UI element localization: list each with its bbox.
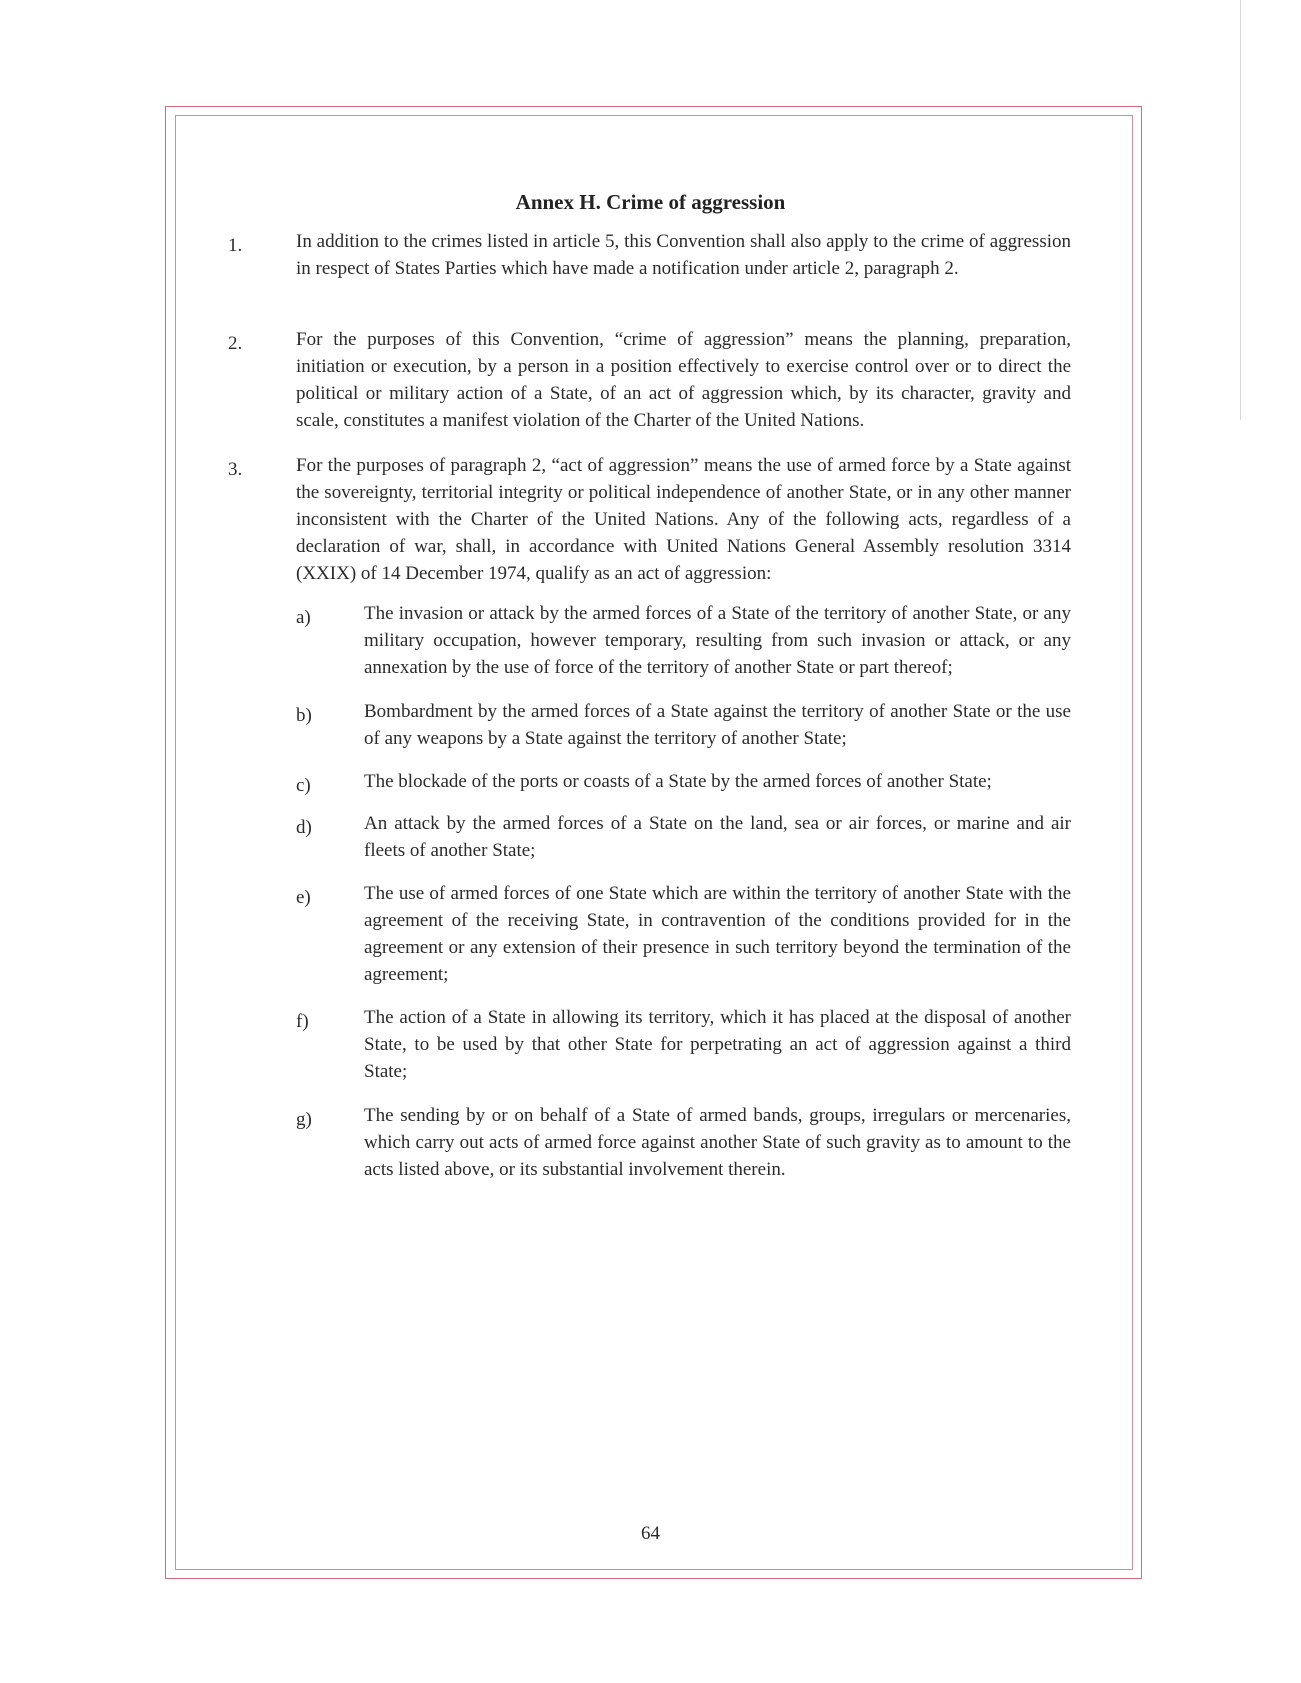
annex-title: Annex H. Crime of aggression	[515, 190, 786, 214]
paragraph-2-number: 2.	[228, 333, 243, 354]
sub-item-b-text: Bombardment by the armed forces of a State against the territory of another State or the use of any weapons by a State against the territory of another State;	[364, 701, 1071, 749]
paragraph-3-number: 3.	[228, 459, 243, 480]
sub-item-f-letter: f)	[296, 1011, 309, 1032]
paragraph-1-text: In addition to the crimes listed in article 5, this Convention shall also apply to the crime of aggression in respect of States Parties which have made a notification under article 2, paragraph 2.	[296, 231, 1071, 279]
sub-item-g-letter: g)	[296, 1109, 312, 1130]
sub-item-f-text: The action of a State in allowing its territory, which it has placed at the disposal of another State, to be used by that other State for perpetrating an act of aggression against a third State;	[364, 1007, 1071, 1082]
sub-item-c-letter: c)	[296, 775, 311, 796]
sub-item-c-text: The blockade of the ports or coasts of a State by the armed forces of another State;	[364, 771, 992, 792]
sub-item-g-text: The sending by or on behalf of a State of armed bands, groups, irregulars or mercenaries, which carry out acts of armed force against another State of such gravity as to amount to the acts listed above, or its substantial involvement therein.	[364, 1105, 1071, 1180]
sub-item-d-letter: d)	[296, 817, 312, 838]
sub-item-a-letter: a)	[296, 607, 311, 628]
paragraph-3-text: For the purposes of paragraph 2, “act of aggression” means the use of armed force by a State against the sovereignty, territorial integrity or political independence of another State, or in any other manner inconsistent with the Charter of the United Nations. Any of the following acts, regardless of a declaration of war, shall, in accordance with United Nations General Assembly resolution 3314 (XXIX) of 14 December 1974, qualify as an act of aggression:	[296, 455, 1071, 584]
sub-item-a-text: The invasion or attack by the armed forces of a State of the territory of another State, or any military occupation, however temporary, resulting from such invasion or attack, or any annexation by the use of force of the territory of another State or part thereof;	[364, 603, 1071, 678]
sub-item-d-text: An attack by the armed forces of a State on the land, sea or air forces, or marine and air fleets of another State;	[364, 813, 1071, 861]
paragraph-1-number: 1.	[228, 235, 243, 256]
sub-item-e-letter: e)	[296, 887, 311, 908]
sub-item-b-letter: b)	[296, 705, 312, 726]
sub-item-e-text: The use of armed forces of one State which are within the territory of another State with the agreement of the receiving State, in contravention of the conditions provided for in the agreement or any extension of their presence in such territory beyond the termination of the agreement;	[364, 883, 1071, 985]
paragraph-2-text: For the purposes of this Convention, “crime of aggression” means the planning, preparation, initiation or execution, by a person in a position effectively to exercise control over or to direct the political or military action of a State, of an act of aggression which, by its character, gravity and scale, constitutes a manifest violation of the Charter of the United Nations.	[296, 329, 1071, 431]
page-number: 64	[641, 1523, 660, 1544]
